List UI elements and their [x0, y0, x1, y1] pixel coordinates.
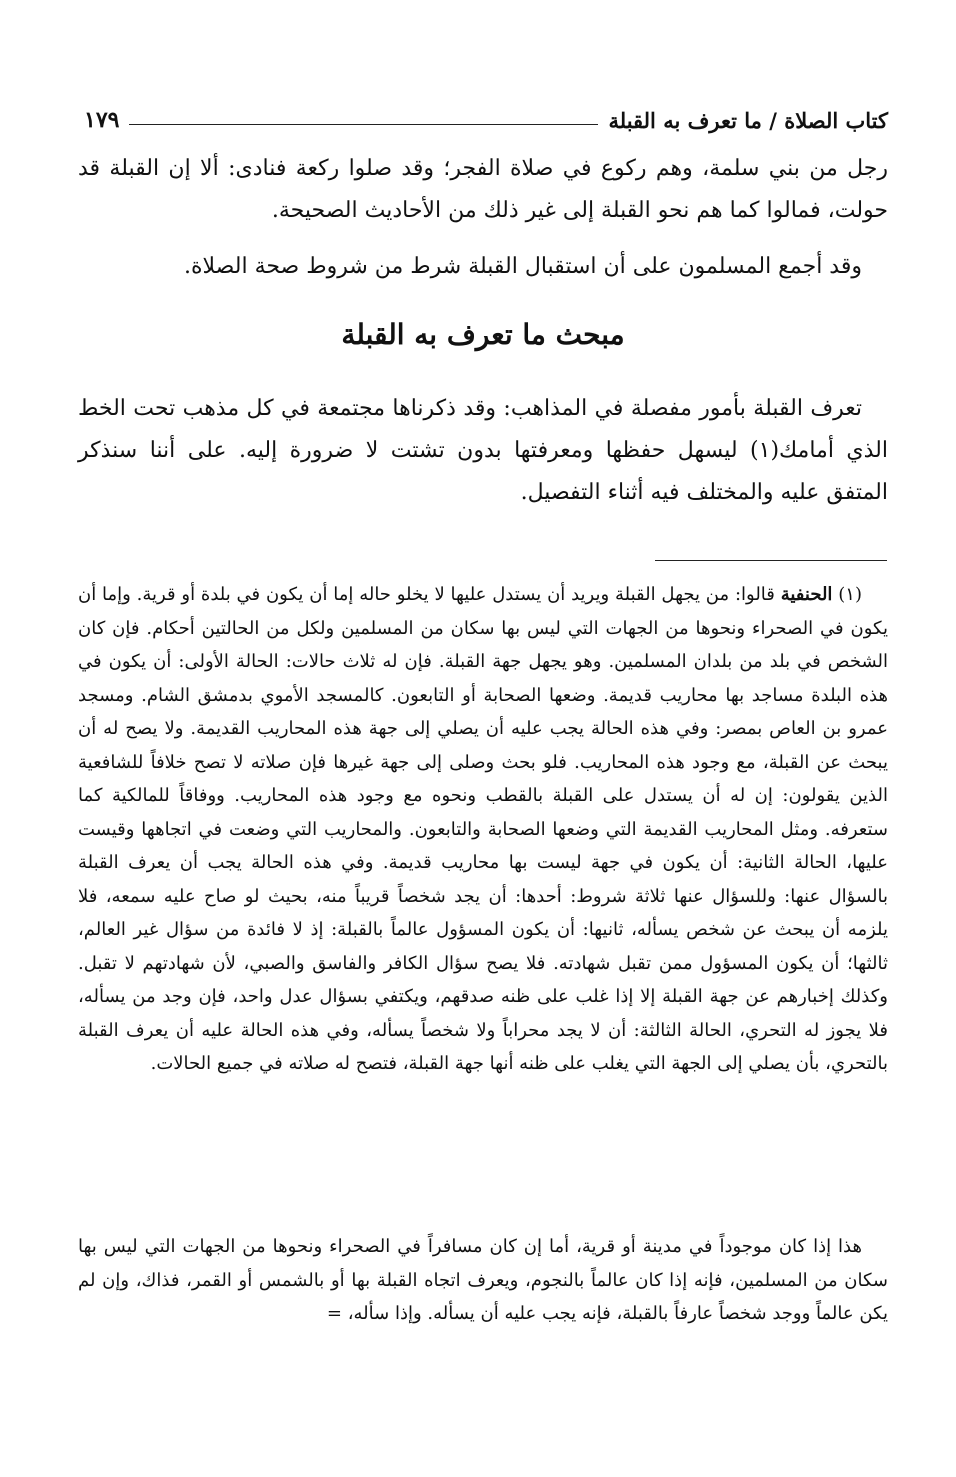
footnote-keyword: الحنفية: [780, 584, 833, 605]
body-paragraph: وقد أجمع المسلمون على أن استقبال القبلة شرط من شروط صحة الصلاة.: [184, 254, 862, 279]
footnote-separator: [655, 560, 887, 561]
running-title: كتاب الصلاة / ما تعرف به القبلة: [608, 107, 888, 133]
page-number: ١٧٩: [84, 107, 120, 133]
footnote: [78, 578, 888, 1081]
header-rule: [129, 124, 598, 125]
footnote-marker: (١): [838, 584, 862, 605]
section-heading: مبحث ما تعرف به القبلة: [341, 318, 625, 351]
footnote-text: قالوا: من يجهل القبلة ويريد أن يستدل عليها لا يخلو حاله إما أن يكون في بلدة أو قرية. وإما أن يكون في الصحراء ونحوها من الجهات التي ليس بها سكان من المسلمين ولكل من الحالتين أحكام. فإن كان الشخص في بلد من بلدان المسلمين. وهو يجهل جهة القبلة. فإن له ثلاث حالات: الحالة الأولى: أن يكون في هذه البلدة مساجد بها محاريب قديمة. وضعها الصحابة أو التابعون. كالمسجد الأموي بدمشق الشام. ومسجد عمرو بن العاص بمصر: وفي هذه الحالة يجب عليه أن يصلي إلى جهة هذه المحاريب القديمة. ولا يصح له أن يبحث عن القبلة، مع وجود هذه المحاريب. فلو بحث وصلى إلى جهة غيرها فإن صلاته لا تصح خلافاً للشافعية الذين يقولون: إن له أن يستدل على القبلة بالقطب ونحوه مع وجود هذه المحاريب. ووفاقاً للمالكية كما ستعرفه. ومثل المحاريب القديمة التي وضعها الصحابة والتابعون. والمحاريب التي وضعت في اتجاهها وقيست عليها، الحالة الثانية: أن يكون في جهة ليست بها محاريب قديمة. وفي هذه الحالة يجب أن يعرف القبلة بالسؤال عنها: وللسؤال عنها ثلاثة شروط: أحدها: أن يجد شخصاً قريباً منه، بحيث لو صاح عليه سمعه، فلا يلزمه أن يبحث عن شخص يسأله، ثانيها: أن يكون المسؤول عالماً بالقبلة: إذ لا فائدة من سؤال غير العالم، ثالثها؛ أن يكون المسؤول ممن تقبل شهادته. فلا يصح سؤال الكافر والفاسق والصبي، لأن شهادتهم لا تقبل. وكذلك إخبارهم عن جهة القبلة إلا إذا غلب على ظنه صدقهم، ويكتفي بسؤال عدل واحد، فإن وجد من يسأله، فلا يجوز له التحري، الحالة الثالثة: أن لا يجد محراباً ولا شخصاً يسأله، وفي هذه الحالة عليه أن يعرف القبلة بالتحري، بأن يصلي إلى الجهة التي يغلب على ظنه أنها جهة القبلة، فتصح له صلاته في جميع الحالات.: [78, 584, 888, 1074]
body-paragraph: رجل من بني سلمة، وهم ركوع في صلاة الفجر؛ وقد صلوا ركعة فنادى: ألا إن القبلة قد حولت، فمالوا كما هم نحو القبلة إلى غير ذلك من الأحاديث الصحيحة.: [78, 156, 888, 223]
section-paragraph: تعرف القبلة بأمور مفصلة في المذاهب: وقد ذكرناها مجتمعة في كل مذهب تحت الخط الذي أمامك(١) ليسهل حفظها ومعرفتها بدون تشتت لا ضرورة إليه. على أننا سنذكر المتفق عليه والمختلف فيه أثناء التفصيل.: [78, 396, 888, 505]
page-header: [84, 100, 888, 140]
footnote-continuation: هذا إذا كان موجوداً في مدينة أو قرية، أما إن كان مسافراً في الصحراء ونحوها من الجهات التي ليس بها سكان من المسلمين، فإنه إذا كان عالماً بالنجوم، ويعرف اتجاه القبلة بها أو بالشمس أو القمر، فذاك، وإن لم يكن عالماً ووجد شخصاً عارفاً بالقبلة، فإنه يجب عليه أن يسأله. وإذا سأله، =: [78, 1236, 888, 1324]
